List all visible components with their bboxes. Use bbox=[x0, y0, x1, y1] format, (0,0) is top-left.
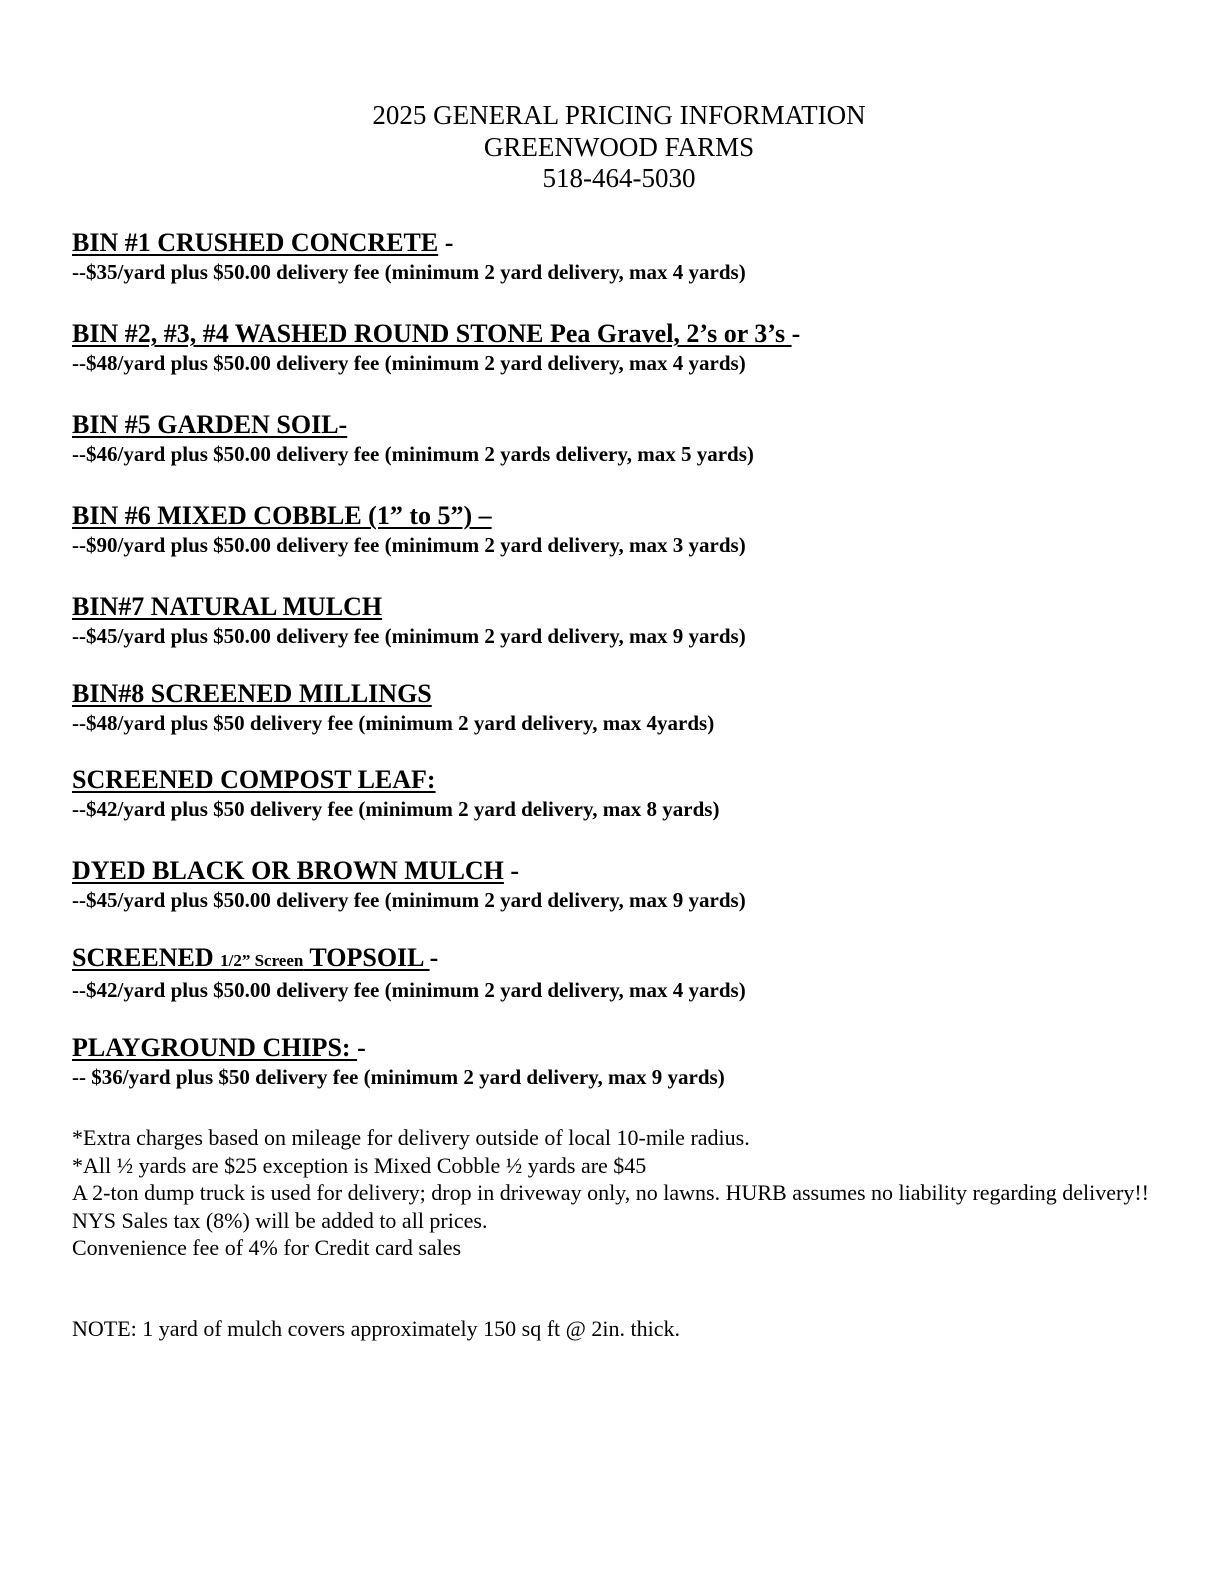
item-name: BIN #5 GARDEN SOIL- bbox=[72, 410, 348, 439]
price-item-bin-7 bbox=[72, 592, 1152, 650]
item-price: --$42/yard plus $50.00 delivery fee (minimum 2 yard delivery, max 4 yards) bbox=[72, 978, 746, 1002]
note-sales-tax: NYS Sales tax (8%) will be added to all prices. bbox=[72, 1207, 488, 1233]
item-name-screen-size: 1/2” Screen bbox=[220, 951, 304, 970]
item-name: BIN #1 CRUSHED CONCRETE bbox=[72, 228, 439, 257]
item-dash: - bbox=[791, 319, 801, 348]
document-header bbox=[0, 100, 1224, 195]
item-name: DYED BLACK OR BROWN MULCH bbox=[72, 856, 504, 885]
terms-notes bbox=[72, 1124, 1152, 1262]
item-name: BIN#8 SCREENED MILLINGS bbox=[72, 679, 432, 708]
item-name: SCREENED COMPOST LEAF: bbox=[72, 765, 436, 794]
item-price: --$46/yard plus $50.00 delivery fee (minimum 2 yards delivery, max 5 yards) bbox=[72, 442, 754, 466]
item-title bbox=[72, 319, 1152, 349]
item-name: BIN #2, #3, #4 WASHED ROUND STONE Pea Gravel, 2’s or 3’s bbox=[72, 319, 792, 348]
price-item-screened-compost bbox=[72, 765, 1152, 823]
price-item-bin-2-3-4 bbox=[72, 319, 1152, 377]
item-price: -- $36/yard plus $50 delivery fee (minimum 2 yard delivery, max 9 yards) bbox=[72, 1065, 725, 1089]
mulch-coverage-note: NOTE: 1 yard of mulch covers approximately 150 sq ft @ 2in. thick. bbox=[72, 1316, 681, 1341]
price-item-dyed-mulch bbox=[72, 856, 1152, 914]
item-title bbox=[72, 501, 1152, 531]
item-dash: - bbox=[429, 943, 439, 972]
item-price: --$35/yard plus $50.00 delivery fee (minimum 2 yard delivery, max 4 yards) bbox=[72, 260, 746, 284]
item-title bbox=[72, 1033, 1152, 1063]
price-item-playground-chips bbox=[72, 1033, 1152, 1091]
item-price: --$42/yard plus $50 delivery fee (minimum 2 yard delivery, max 8 yards) bbox=[72, 797, 720, 821]
price-item-bin-5 bbox=[72, 410, 1152, 468]
item-title bbox=[72, 228, 1152, 258]
price-item-bin-8 bbox=[72, 679, 1152, 737]
item-name: BIN#7 NATURAL MULCH bbox=[72, 592, 383, 621]
item-dash: - bbox=[357, 1033, 366, 1062]
item-title bbox=[72, 679, 1152, 709]
item-title bbox=[72, 943, 1152, 976]
item-price: --$45/yard plus $50.00 delivery fee (minimum 2 yard delivery, max 9 yards) bbox=[72, 888, 746, 912]
item-title bbox=[72, 856, 1152, 886]
note-half-yards: *All ½ yards are $25 exception is Mixed Cobble ½ yards are $45 bbox=[72, 1152, 647, 1178]
item-dash: - bbox=[438, 228, 454, 257]
item-price: --$48/yard plus $50.00 delivery fee (minimum 2 yard delivery, max 4 yards) bbox=[72, 351, 746, 375]
item-title bbox=[72, 592, 1152, 622]
document-title: 2025 GENERAL PRICING INFORMATION bbox=[372, 100, 866, 130]
phone-number: 518-464-5030 bbox=[542, 163, 696, 193]
item-price: --$48/yard plus $50 delivery fee (minimum 2 yard delivery, max 4yards) bbox=[72, 711, 715, 735]
item-price: --$45/yard plus $50.00 delivery fee (minimum 2 yard delivery, max 9 yards) bbox=[72, 624, 746, 648]
note-credit-card-fee: Convenience fee of 4% for Credit card sales bbox=[72, 1235, 462, 1260]
item-title bbox=[72, 765, 1152, 795]
item-title bbox=[72, 410, 1152, 440]
company-name: GREENWOOD FARMS bbox=[483, 131, 755, 162]
item-price: --$90/yard plus $50.00 delivery fee (minimum 2 yard delivery, max 3 yards) bbox=[72, 533, 746, 557]
price-item-bin-1 bbox=[72, 228, 1152, 286]
price-item-screened-topsoil bbox=[72, 943, 1152, 1004]
note-delivery-truck: A 2-ton dump truck is used for delivery; drop in driveway only, no lawns. HURB assumes no liability regarding delivery!! bbox=[72, 1180, 1149, 1205]
price-item-bin-6 bbox=[72, 501, 1152, 559]
item-name: BIN #6 MIXED COBBLE (1” to 5”) – bbox=[72, 501, 492, 530]
item-dash: - bbox=[503, 856, 520, 885]
item-name-part2: TOPSOIL bbox=[303, 943, 430, 972]
item-name-part1: SCREENED bbox=[72, 943, 221, 972]
item-name bbox=[72, 943, 430, 972]
item-name: PLAYGROUND CHIPS: bbox=[72, 1033, 358, 1062]
note-mileage: *Extra charges based on mileage for delivery outside of local 10-mile radius. bbox=[72, 1125, 750, 1150]
